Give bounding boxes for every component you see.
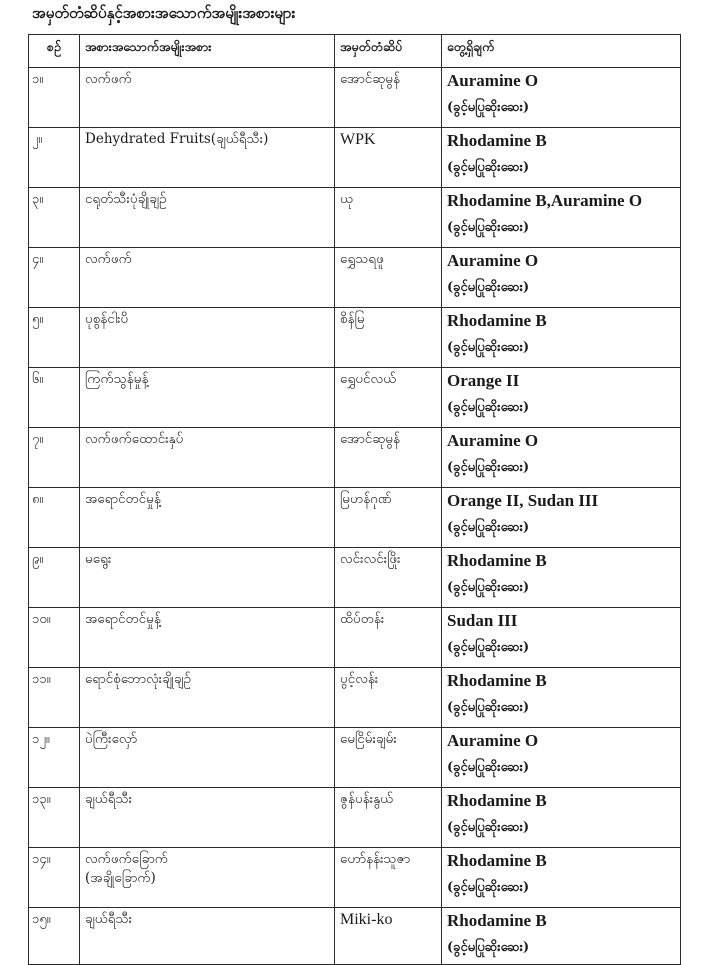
finding-cell xyxy=(442,668,681,728)
serial-number-cell: ၁၀။ xyxy=(29,608,80,668)
brand-cell: ထိပ်တန်း xyxy=(335,608,442,668)
table-row xyxy=(29,128,681,188)
dye-name: Rhodamine B xyxy=(447,131,547,150)
table-row xyxy=(29,68,681,128)
dye-name: Rhodamine B xyxy=(447,551,547,570)
unpermitted-dye-note: (ခွင့်မပြုဆိုးဆေး) xyxy=(447,940,530,955)
brand-cell: ဟော်နန်းသူဇာ xyxy=(335,848,442,908)
food-type-text: ပဲကြီးလှော် xyxy=(85,731,138,747)
header-food-type: အစားအသောက်အမျိုးအစား xyxy=(80,35,335,68)
brand-cell: မြဟန်ဂုဏ် xyxy=(335,488,442,548)
food-type-text: Dehydrated Fruits(ချယ်ရီသီး) xyxy=(85,131,269,147)
table-row xyxy=(29,848,681,908)
brand-cell: စိန်မြ xyxy=(335,308,442,368)
food-type-text: လက်ဖက်ထောင်းနှပ် xyxy=(85,431,184,447)
serial-number-cell: ၁၃။ xyxy=(29,788,80,848)
food-type-cell xyxy=(80,248,335,308)
serial-number-cell: ၁၁။ xyxy=(29,668,80,728)
brand-cell: ဇွန်ပန်းနွယ် xyxy=(335,788,442,848)
food-type-cell xyxy=(80,548,335,608)
dye-name: Auramine O xyxy=(447,71,539,90)
serial-number-cell: ၆။ xyxy=(29,368,80,428)
food-type-text: လက်ဖက် xyxy=(85,71,132,87)
food-type-text: ချယ်ရီသီး xyxy=(85,791,133,807)
food-type-text: ချယ်ရီသီး xyxy=(85,911,133,927)
unpermitted-dye-note: (ခွင့်မပြုဆိုးဆေး) xyxy=(447,280,530,295)
table-row xyxy=(29,728,681,788)
food-type-text: လက်ဖက် xyxy=(85,251,132,267)
dye-name: Rhodamine B xyxy=(447,791,547,810)
table-row xyxy=(29,908,681,965)
food-type-cell xyxy=(80,128,335,188)
unpermitted-dye-note: (ခွင့်မပြုဆိုးဆေး) xyxy=(447,580,530,595)
brand-cell: လင်းလင်းဖြိုး xyxy=(335,548,442,608)
document-title: အမှတ်တံဆိပ်နှင့်အစားအသောက်အမျိုးအစားများ xyxy=(32,4,296,22)
food-type-subtext: (အချိုခြောက်) xyxy=(85,870,156,886)
food-type-cell xyxy=(80,908,335,965)
header-serial-number: စဉ် xyxy=(29,35,80,68)
table-row xyxy=(29,428,681,488)
unpermitted-dye-note: (ခွင့်မပြုဆိုးဆေး) xyxy=(447,340,530,355)
table-row xyxy=(29,788,681,848)
dye-name: Sudan III xyxy=(447,611,518,630)
dye-name: Orange II, Sudan III xyxy=(447,491,599,510)
food-type-cell xyxy=(80,68,335,128)
header-finding: တွေ့ရှိချက် xyxy=(442,35,681,68)
table-row xyxy=(29,608,681,668)
finding-cell xyxy=(442,248,681,308)
table-header-row xyxy=(29,35,681,68)
results-table xyxy=(28,34,681,965)
finding-cell xyxy=(442,68,681,128)
serial-number-cell: ၁။ xyxy=(29,68,80,128)
brand-cell: အောင်ဆုမွန် xyxy=(335,68,442,128)
table-row xyxy=(29,548,681,608)
brand-cell: WPK xyxy=(335,128,442,188)
food-type-cell xyxy=(80,428,335,488)
unpermitted-dye-note: (ခွင့်မပြုဆိုးဆေး) xyxy=(447,760,530,775)
food-type-cell xyxy=(80,488,335,548)
table-row xyxy=(29,188,681,248)
food-type-text: အရောင်တင်မှုန့် xyxy=(85,491,161,507)
food-type-text: လက်ဖက်ခြောက် xyxy=(85,851,169,867)
food-type-text: အရောင်တင်မှုန့် xyxy=(85,611,161,627)
serial-number-cell: ၉။ xyxy=(29,548,80,608)
food-type-cell xyxy=(80,728,335,788)
finding-cell xyxy=(442,908,681,965)
food-type-text: မရွေး xyxy=(85,551,112,567)
dye-name: Rhodamine B,Auramine O xyxy=(447,191,643,210)
food-type-cell xyxy=(80,368,335,428)
brand-cell: မေငြိမ်းချမ်း xyxy=(335,728,442,788)
unpermitted-dye-note: (ခွင့်မပြုဆိုးဆေး) xyxy=(447,160,530,175)
unpermitted-dye-note: (ခွင့်မပြုဆိုးဆေး) xyxy=(447,520,530,535)
table-row xyxy=(29,248,681,308)
serial-number-cell: ၇။ xyxy=(29,428,80,488)
serial-number-cell: ၄။ xyxy=(29,248,80,308)
serial-number-cell: ၁၄။ xyxy=(29,848,80,908)
finding-cell xyxy=(442,788,681,848)
unpermitted-dye-note: (ခွင့်မပြုဆိုးဆေး) xyxy=(447,880,530,895)
finding-cell xyxy=(442,128,681,188)
serial-number-cell: ၈။ xyxy=(29,488,80,548)
finding-cell xyxy=(442,188,681,248)
food-type-cell xyxy=(80,848,335,908)
food-type-text: ငရုတ်သီးပုံချိုချဉ် xyxy=(85,191,167,207)
brand-cell: Miki-ko xyxy=(335,908,442,965)
dye-name: Auramine O xyxy=(447,731,539,750)
brand-cell: ပွင့်လန်း xyxy=(335,668,442,728)
unpermitted-dye-note: (ခွင့်မပြုဆိုးဆေး) xyxy=(447,820,530,835)
finding-cell xyxy=(442,308,681,368)
brand-cell: ယု xyxy=(335,188,442,248)
finding-cell xyxy=(442,488,681,548)
finding-cell xyxy=(442,428,681,488)
serial-number-cell: ၅။ xyxy=(29,308,80,368)
finding-cell xyxy=(442,608,681,668)
table-row xyxy=(29,368,681,428)
food-type-cell xyxy=(80,308,335,368)
food-type-cell xyxy=(80,668,335,728)
dye-name: Orange II xyxy=(447,371,520,390)
finding-cell xyxy=(442,728,681,788)
header-brand: အမှတ်တံဆိပ် xyxy=(335,35,442,68)
unpermitted-dye-note: (ခွင့်မပြုဆိုးဆေး) xyxy=(447,220,530,235)
table-row xyxy=(29,668,681,728)
brand-cell: ရွှေပင်လယ် xyxy=(335,368,442,428)
food-type-text: ရောင်စုံဘောလုံးချိုချဉ် xyxy=(85,671,192,687)
unpermitted-dye-note: (ခွင့်မပြုဆိုးဆေး) xyxy=(447,460,530,475)
food-type-cell xyxy=(80,788,335,848)
dye-name: Rhodamine B xyxy=(447,311,547,330)
serial-number-cell: ၁၂။ xyxy=(29,728,80,788)
unpermitted-dye-note: (ခွင့်မပြုဆိုးဆေး) xyxy=(447,400,530,415)
food-type-cell xyxy=(80,608,335,668)
dye-name: Auramine O xyxy=(447,431,539,450)
serial-number-cell: ၃။ xyxy=(29,188,80,248)
finding-cell xyxy=(442,548,681,608)
dye-name: Rhodamine B xyxy=(447,671,547,690)
serial-number-cell: ၂။ xyxy=(29,128,80,188)
brand-cell: ရွှေသရဖူ xyxy=(335,248,442,308)
unpermitted-dye-note: (ခွင့်မပြုဆိုးဆေး) xyxy=(447,100,530,115)
table-row xyxy=(29,308,681,368)
unpermitted-dye-note: (ခွင့်မပြုဆိုးဆေး) xyxy=(447,700,530,715)
food-type-cell xyxy=(80,188,335,248)
food-type-text: ပုစွန်ငါးပိ xyxy=(85,311,129,327)
dye-name: Rhodamine B xyxy=(447,851,547,870)
brand-cell: အောင်ဆုမွန် xyxy=(335,428,442,488)
table-row xyxy=(29,488,681,548)
serial-number-cell: ၁၅။ xyxy=(29,908,80,965)
finding-cell xyxy=(442,368,681,428)
dye-name: Auramine O xyxy=(447,251,539,270)
food-type-text: ကြက်သွန်မှုန့် xyxy=(85,371,149,387)
unpermitted-dye-note: (ခွင့်မပြုဆိုးဆေး) xyxy=(447,640,530,655)
dye-name: Rhodamine B xyxy=(447,911,547,930)
finding-cell xyxy=(442,848,681,908)
